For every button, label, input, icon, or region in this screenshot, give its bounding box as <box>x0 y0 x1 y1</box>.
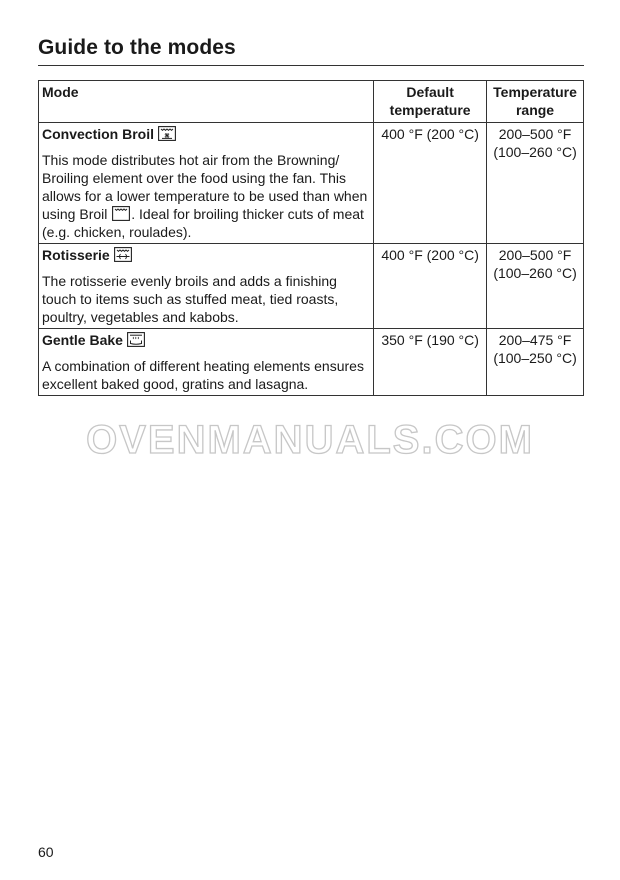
temperature-range <box>487 329 584 396</box>
default-temperature: 400 °F (200 °C) <box>374 123 487 244</box>
temperature-range-f: 200–500 °F <box>498 126 572 142</box>
mode-description <box>42 151 370 241</box>
temperature-range-f: 200–500 °F <box>498 247 572 263</box>
temperature-range <box>487 244 584 329</box>
mode-description: The rotisserie evenly broils and adds a finishing touch to items such as stuffed meat, tied roasts, poultry, vegetables and kabobs. <box>42 273 339 325</box>
page-title: Guide to the modes <box>38 36 236 59</box>
title-divider <box>38 65 584 66</box>
mode-name: Convection Broil <box>42 126 155 142</box>
rotisserie-icon <box>114 247 132 262</box>
header-default-temperature: Default temperature <box>374 81 487 123</box>
mode-description-part1: This mode distributes hot air from the Browning/ Broiling element over the food using the fan. This allows for a lower temperature to be used than when using Broil <box>42 152 368 222</box>
mode-description: A combination of different heating elements ensures excellent baked good, gratins and lasagna. <box>42 358 364 392</box>
header-mode: Mode <box>39 81 374 123</box>
mode-cell <box>39 244 374 329</box>
mode-name: Gentle Bake <box>42 332 123 348</box>
temperature-range <box>487 123 584 244</box>
header-temperature-range: Temperature range <box>487 81 584 123</box>
temperature-range-c: (100–260 °C) <box>493 265 577 281</box>
default-temperature: 400 °F (200 °C) <box>374 244 487 329</box>
table-row <box>39 329 584 396</box>
mode-cell <box>39 123 374 244</box>
temperature-range-c: (100–260 °C) <box>493 144 577 160</box>
default-temperature: 350 °F (190 °C) <box>374 329 487 396</box>
page-number: 60 <box>38 844 54 860</box>
temperature-range-c: (100–250 °C) <box>493 350 577 366</box>
temperature-range-f: 200–475 °F <box>498 332 572 348</box>
convection-broil-icon <box>158 126 176 141</box>
mode-cell <box>39 329 374 396</box>
mode-name: Rotisserie <box>42 247 110 263</box>
broil-icon <box>112 206 130 221</box>
mode-description-part2: . Ideal for broiling thicker cuts of meat (e.g. chicken, roulades). <box>42 206 364 240</box>
table-row <box>39 123 584 244</box>
gentle-bake-icon <box>127 332 145 347</box>
table-row <box>39 244 584 329</box>
modes-table <box>38 80 584 396</box>
watermark: OVENMANUALS.COM <box>86 418 534 462</box>
table-header-row <box>39 81 584 123</box>
